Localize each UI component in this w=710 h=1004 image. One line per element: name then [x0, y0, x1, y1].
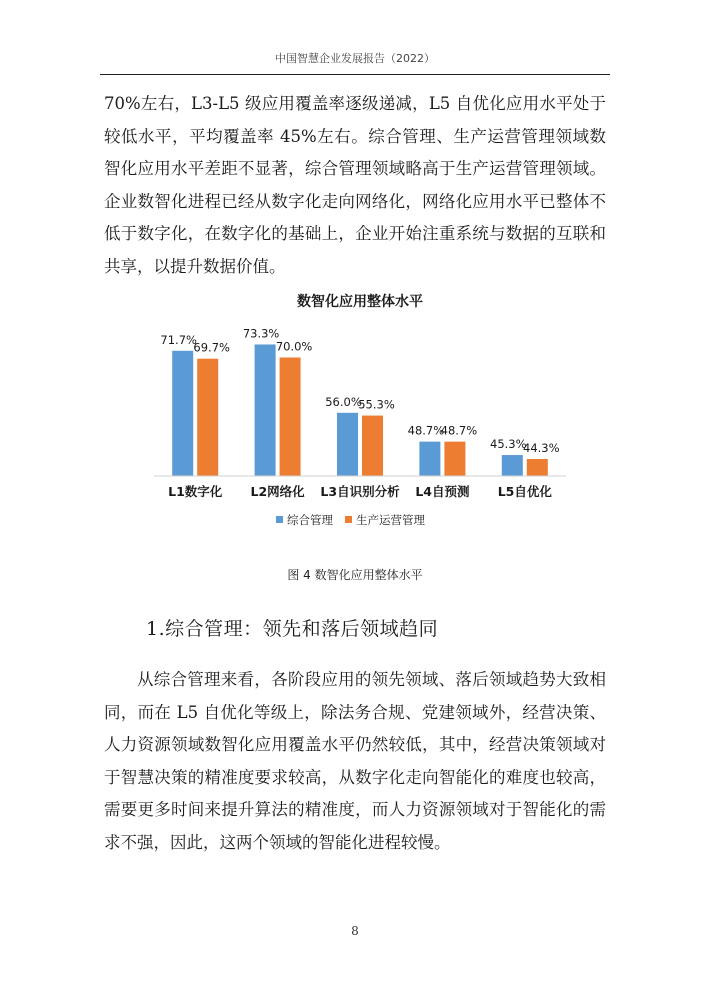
bar-operations-1: [280, 358, 301, 477]
category-label: L1数字化: [168, 484, 223, 499]
bar-operations-2: [362, 416, 383, 476]
bar-operations-3: [444, 442, 465, 476]
body-paragraph-1: 70%左右，L3-L5 级应用覆盖率逐级递减，L5 自优化应用水平处于较低水平，平均覆盖率 45%左右。综合管理、生产运营管理领域数智化应用水平差距不显著，综合管理领域略高于生产运营管理领域。企业数智化进程已经从数字化走向网络化，网络化应用水平已整体不低于数字化，在数字化的基础上，企业开始注重系统与数据的互联和共享，以提升数据价值。: [104, 94, 606, 276]
bar-general-4: [502, 455, 523, 476]
page-header: 中国智慧企业发展报告（2022）: [275, 52, 435, 65]
data-label: 73.3%: [242, 326, 280, 341]
data-label: 55.3%: [358, 397, 395, 412]
data-label: 70.0%: [275, 339, 313, 354]
bar-operations-4: [527, 459, 548, 476]
bar-operations-0: [197, 359, 218, 476]
category-label: L4自预测: [415, 484, 470, 499]
body-paragraph-2: 从综合管理来看，各阶段应用的领先领域、落后领域趋势大致相同，而在 L5 自优化等级上，除法务合规、党建领域外，经营决策、人力资源领域数智化应用覆盖水平仍然较低，其中，经营决策领域对于智慧决策的精准度要求较高，从数字化走向智能化的难度也较高，需要更多时间来提升算法的精准度，而人力资源领域对于智能化的需求不强，因此，这两个领域的智能化进程较慢。: [104, 670, 606, 852]
figure-caption: 图 4 数智化应用整体水平: [287, 568, 423, 582]
data-label: 48.7%: [440, 423, 478, 438]
legend-label: 综合管理: [287, 513, 333, 527]
category-label: L2网络化: [250, 484, 305, 499]
data-label: 48.7%: [407, 423, 445, 438]
category-label: L3自识别分析: [320, 484, 400, 499]
data-label: 56.0%: [325, 394, 362, 409]
bar-chart: [150, 288, 570, 550]
category-label: L5自优化: [497, 484, 552, 499]
chart-title: 数智化应用整体水平: [297, 294, 423, 310]
bar-general-3: [419, 442, 440, 476]
data-label: 71.7%: [160, 332, 197, 347]
data-label: 69.7%: [193, 340, 230, 355]
bar-general-2: [337, 413, 358, 476]
data-label: 44.3%: [523, 441, 560, 456]
bar-general-0: [172, 351, 193, 476]
legend-label: 生产运营管理: [356, 513, 425, 527]
header-rule: [100, 74, 610, 75]
section-heading: 1.综合管理：领先和落后领域趋同: [146, 618, 439, 640]
legend-swatch: [276, 516, 283, 523]
page-number: 8: [351, 924, 359, 938]
legend-swatch: [345, 516, 352, 523]
data-label: 45.3%: [490, 437, 527, 452]
bar-general-1: [255, 344, 276, 476]
